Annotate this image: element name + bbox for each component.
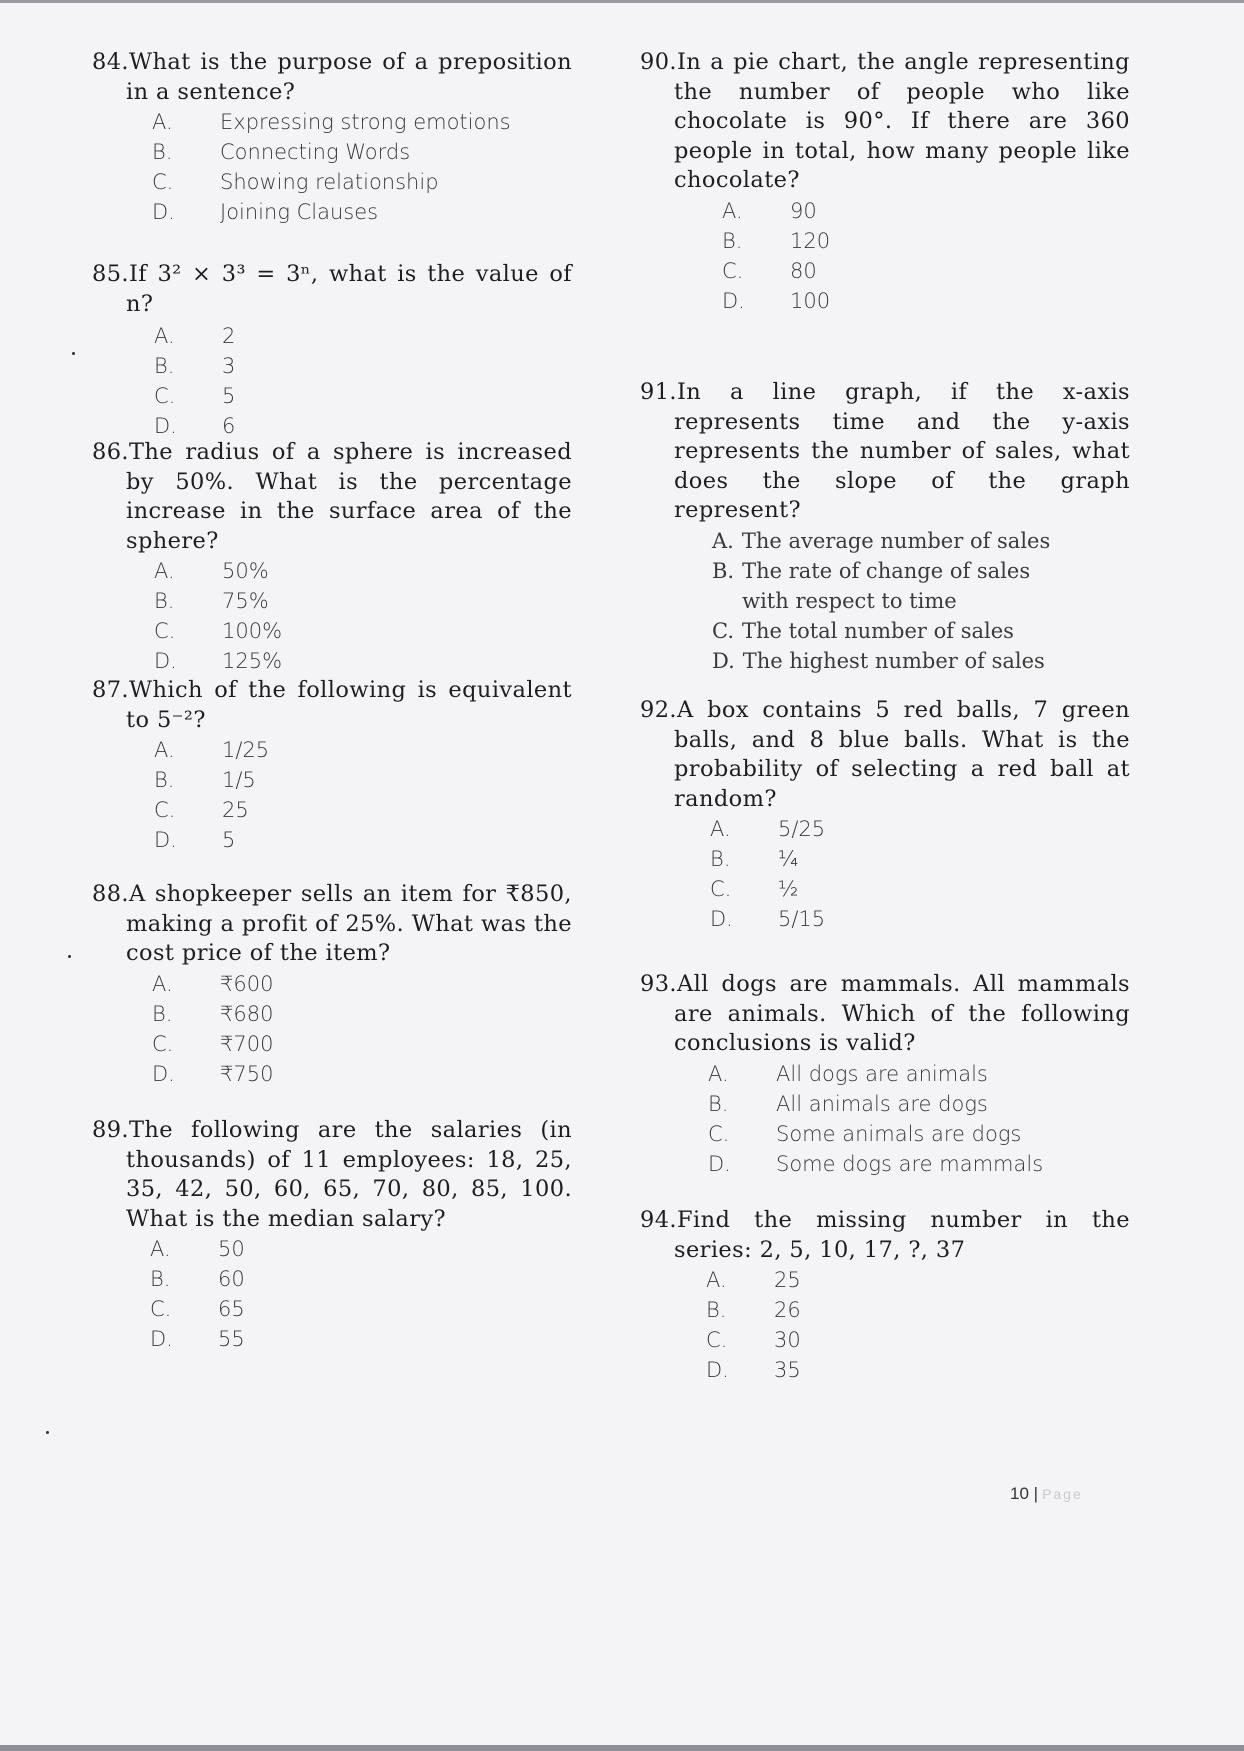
option-d: D. 5/15 <box>710 907 826 931</box>
question-92 <box>640 696 1130 934</box>
question-number: 90. <box>640 49 677 75</box>
option-a: A. 5/25 <box>710 817 826 841</box>
option-b: B. ¼ <box>710 847 799 871</box>
bottom-edge <box>0 1745 1244 1751</box>
question-number: 89. <box>92 1117 129 1143</box>
question-number: 88. <box>92 881 129 907</box>
option-d: D. 100 <box>722 288 831 313</box>
question-84 <box>92 48 572 227</box>
option-b: B. The rate of change of sales with respect to time <box>712 558 1031 613</box>
question-text: Which of the following is equivalent to 5⁻²? <box>126 677 572 733</box>
option-c: C. Some animals are dogs <box>708 1121 1022 1146</box>
option-b: B. ₹680 <box>152 1001 274 1026</box>
option-b: B. 1/5 <box>154 768 256 792</box>
option-a: A. 2 <box>154 324 236 348</box>
option-c: C. ½ <box>710 877 799 901</box>
option-c: C. 25 <box>154 798 249 822</box>
question-text: The radius of a sphere is increased by 50%. What is the percentage increase in the surface area of the sphere? <box>126 439 572 554</box>
question-86 <box>92 438 572 676</box>
option-list <box>154 735 572 855</box>
question-number: 86. <box>92 439 129 465</box>
page-word: Page <box>1042 1486 1083 1502</box>
option-a: A. All dogs are animals <box>708 1061 988 1086</box>
option-b: B. Connecting Words <box>152 140 411 164</box>
option-b: B. 75% <box>154 589 269 613</box>
option-c: C. 80 <box>722 258 817 283</box>
option-d: D. Joining Clauses <box>152 200 379 224</box>
option-d: D. ₹750 <box>152 1061 274 1086</box>
option-b: B. 3 <box>154 354 236 378</box>
option-a: A. 1/25 <box>154 738 270 762</box>
scan-speck <box>68 955 71 958</box>
question-number: 94. <box>640 1207 677 1233</box>
option-c: C. ₹700 <box>152 1031 274 1056</box>
option-d: D. 35 <box>706 1358 801 1382</box>
option-d: D. The highest number of sales <box>712 648 1045 673</box>
option-b: B. 60 <box>150 1267 245 1291</box>
option-a: A. 50 <box>150 1237 245 1261</box>
question-93 <box>640 970 1130 1179</box>
option-list <box>708 1059 1130 1179</box>
option-a: A. 90 <box>722 198 817 223</box>
option-c: C. 65 <box>150 1297 245 1321</box>
option-d: D. 5 <box>154 828 236 852</box>
question-number: 93. <box>640 971 677 997</box>
question-text: All dogs are mammals. All mammals are animals. Which of the following conclusions is valid? <box>674 971 1130 1056</box>
question-85 <box>92 260 572 441</box>
option-d: D. 125% <box>154 649 283 673</box>
question-text: In a line graph, if the x-axis represents time and the y-axis represents the number of sales, what does the slope of the graph represent? <box>674 379 1130 523</box>
question-text: A shopkeeper sells an item for ₹850, making a profit of 25%. What was the cost price of the item? <box>126 881 572 966</box>
option-list <box>154 556 572 676</box>
question-number: 92. <box>640 697 677 723</box>
question-87 <box>92 676 572 855</box>
option-a: A. The average number of sales <box>712 528 1051 553</box>
option-c: C. The total number of sales <box>712 618 1014 643</box>
question-89 <box>92 1116 572 1354</box>
option-a: A. 50% <box>154 559 269 583</box>
option-list <box>152 107 572 227</box>
option-list <box>722 196 1130 316</box>
option-a: A. ₹600 <box>152 971 274 996</box>
question-number: 84. <box>92 49 129 75</box>
option-d: D. 6 <box>154 414 236 438</box>
question-number: 91. <box>640 379 677 405</box>
question-text: A box contains 5 red balls, 7 green balls, and 8 blue balls. What is the probability of selecting a red ball at random? <box>674 697 1130 812</box>
question-90 <box>640 48 1130 316</box>
option-d: D. Some dogs are mammals <box>708 1151 1044 1176</box>
top-edge <box>0 0 1244 3</box>
option-c: C. 30 <box>706 1328 801 1352</box>
question-text: What is the purpose of a preposition in a sentence? <box>126 49 572 105</box>
option-b: B. 120 <box>722 228 831 253</box>
question-94 <box>640 1206 1130 1385</box>
option-c: C. 5 <box>154 384 236 408</box>
scan-speck <box>46 1431 49 1434</box>
option-b: B. 26 <box>706 1298 801 1322</box>
question-88 <box>92 880 572 1089</box>
page-number: 10 | <box>1010 1484 1039 1503</box>
option-b: B. All animals are dogs <box>708 1091 988 1116</box>
question-text: Find the missing number in the series: 2, 5, 10, 17, ?, 37 <box>674 1207 1130 1263</box>
option-a: A. 25 <box>706 1268 801 1292</box>
question-number: 87. <box>92 677 129 703</box>
option-list <box>154 321 572 441</box>
option-list <box>152 969 572 1089</box>
question-text: The following are the salaries (in thousands) of 11 employees: 18, 25, 35, 42, 50, 60, 65, 70, 80, 85, 100. What is the median salary? <box>126 1117 572 1232</box>
option-list <box>706 1265 1130 1385</box>
option-list <box>712 526 1072 676</box>
option-c: C. 100% <box>154 619 283 643</box>
question-text: If 3² × 3³ = 3ⁿ, what is the value of n? <box>126 261 572 317</box>
option-a: A. Expressing strong emotions <box>152 110 511 134</box>
question-number: 85. <box>92 261 129 287</box>
option-list <box>710 814 1130 934</box>
page-footer <box>1010 1484 1083 1504</box>
question-91 <box>640 378 1130 676</box>
option-d: D. 55 <box>150 1327 245 1351</box>
scan-speck <box>72 352 75 355</box>
option-list <box>150 1234 572 1354</box>
question-text: In a pie chart, the angle representing the number of people who like chocolate is 90°. If there are 360 people in total, how many people like chocolate? <box>674 49 1130 193</box>
option-c: C. Showing relationship <box>152 170 439 194</box>
